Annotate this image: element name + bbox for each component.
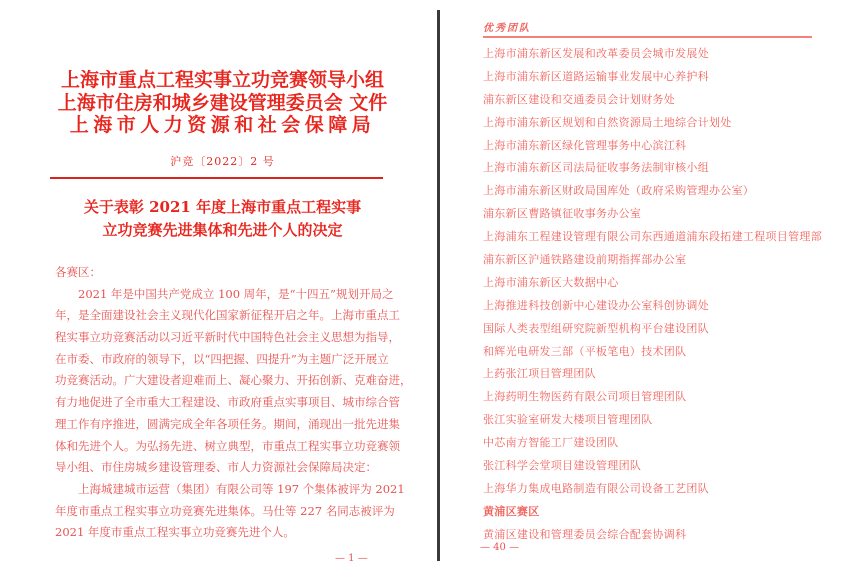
team-list-item: 中芯南方智能工厂建设团队 (483, 436, 619, 450)
document-title (55, 196, 390, 242)
team-list (483, 43, 828, 547)
team-list-item: 上海市浦东新区司法局征收事务法制审核小组 (483, 161, 709, 175)
body-line: 年度市重点工程实事立功竞赛先进集体。马仕等 227 名同志被评为 (55, 503, 395, 518)
team-list-item: 上海药明生物医药有限公司项目管理团队 (483, 390, 687, 404)
team-list-item: 上海市浦东新区道路运输事业发展中心养护科 (483, 69, 709, 83)
team-list-item: 黄浦区建设和管理委员会综合配套协调科 (483, 527, 687, 541)
team-list-item: 上海市浦东新区发展和改革委员会城市发展处 (483, 47, 709, 60)
masthead-line-3: 上海市人力资源和社会保障局 (69, 114, 376, 136)
team-list-item: 张江科学会堂项目建设管理团队 (483, 459, 642, 473)
document-title-line-1: 关于表彰 2021 年度上海市重点工程实事 (83, 198, 362, 216)
body-line: 程实事立功竞赛活动以习近平新时代中国特色社会主义思想为指导， (55, 330, 400, 345)
body-line: 各赛区： (55, 265, 101, 279)
body-line: 功竞赛活动。广大建设者迎难而上、凝心聚力、开拓创新、克难奋进， (55, 373, 412, 388)
masthead-line-2: 上海市住房和城乡建设管理委员会 文件 (57, 91, 388, 114)
team-list-item: 上海浦东工程建设管理有限公司东西通道浦东段拓建工程项目管理部 (483, 230, 822, 244)
masthead-rule (50, 177, 383, 179)
document-number: 沪竞〔2022〕2 号 (170, 155, 275, 168)
section-header-rule (483, 36, 812, 38)
section-header: 优秀团队 (483, 23, 531, 34)
masthead-line-1: 上海市重点工程实事立功竞赛领导小组 (60, 69, 384, 91)
page-divider (437, 10, 440, 561)
team-list-item: 上海市浦东新区财政局国库处（政府采购管理办公室） (483, 184, 755, 198)
page-left (55, 0, 412, 574)
team-list-item: 上海市浦东新区规划和自然资源局土地综合计划处 (483, 115, 732, 129)
body-line: 导小组、市住房城乡建设管理委、市人力资源社会保障局决定： (55, 460, 377, 475)
team-list-item: 张江实验室研发大楼项目管理团队 (483, 413, 653, 427)
team-list-item: 浦东新区曹路镇征收事务办公室 (483, 207, 642, 221)
district-section-header: 黄浦区赛区 (483, 504, 540, 518)
body-line: 年，是全面建设社会主义现代化国家新征程开启之年。上海市重点工 (55, 308, 400, 323)
body-line: 理工作有序推进，圆满完成全年各项任务。期间，涌现出一批先进集 (55, 416, 400, 431)
document-body (55, 262, 412, 544)
page-right (480, 0, 828, 574)
body-line: 2021 年度市重点工程实事立功竞赛先进个人。 (55, 525, 295, 540)
team-list-item: 浦东新区沪通铁路建设前期指挥部办公室 (483, 253, 687, 267)
body-line: 有力地促进了全市重大工程建设、市政府重点实事项目、城市综合管 (55, 395, 400, 410)
page-number-left: — 1 — (335, 553, 368, 564)
team-list-item: 上海市浦东新区绿化管理事务中心滨江科 (483, 138, 687, 152)
document-title-line-2: 立功竞赛先进集体和先进个人的决定 (102, 221, 343, 239)
team-list-item: 浦东新区建设和交通委员会计划财务处 (483, 92, 676, 106)
body-line: 体和先进个人。为弘扬先进、树立典型，市重点工程实事立功竞赛领 (55, 438, 400, 453)
body-line: 在市委、市政府的领导下，以“四把握、四提升”为主题广泛开展立 (55, 351, 389, 366)
team-list-item: 和辉光电研发三部（平板笔电）技术团队 (483, 344, 687, 358)
team-list-item: 上海华力集成电路制造有限公司设备工艺团队 (483, 481, 709, 495)
body-line: 2021 年是中国共产党成立 100 周年，是“十四五”规划开局之 (55, 286, 394, 301)
team-list-item: 上药张江项目管理团队 (483, 367, 596, 381)
body-line: 上海城建城市运营（集团）有限公司等 197 个集体被评为 2021 (55, 481, 405, 496)
team-list-item: 上海市浦东新区大数据中心 (483, 275, 619, 289)
document-masthead (55, 69, 390, 137)
page-number-right: — 40 — (480, 542, 520, 553)
team-list-item: 国际人类表型组研究院新型机构平台建设团队 (483, 321, 709, 335)
team-list-item: 上海推进科技创新中心建设办公室科创协调处 (483, 298, 709, 312)
